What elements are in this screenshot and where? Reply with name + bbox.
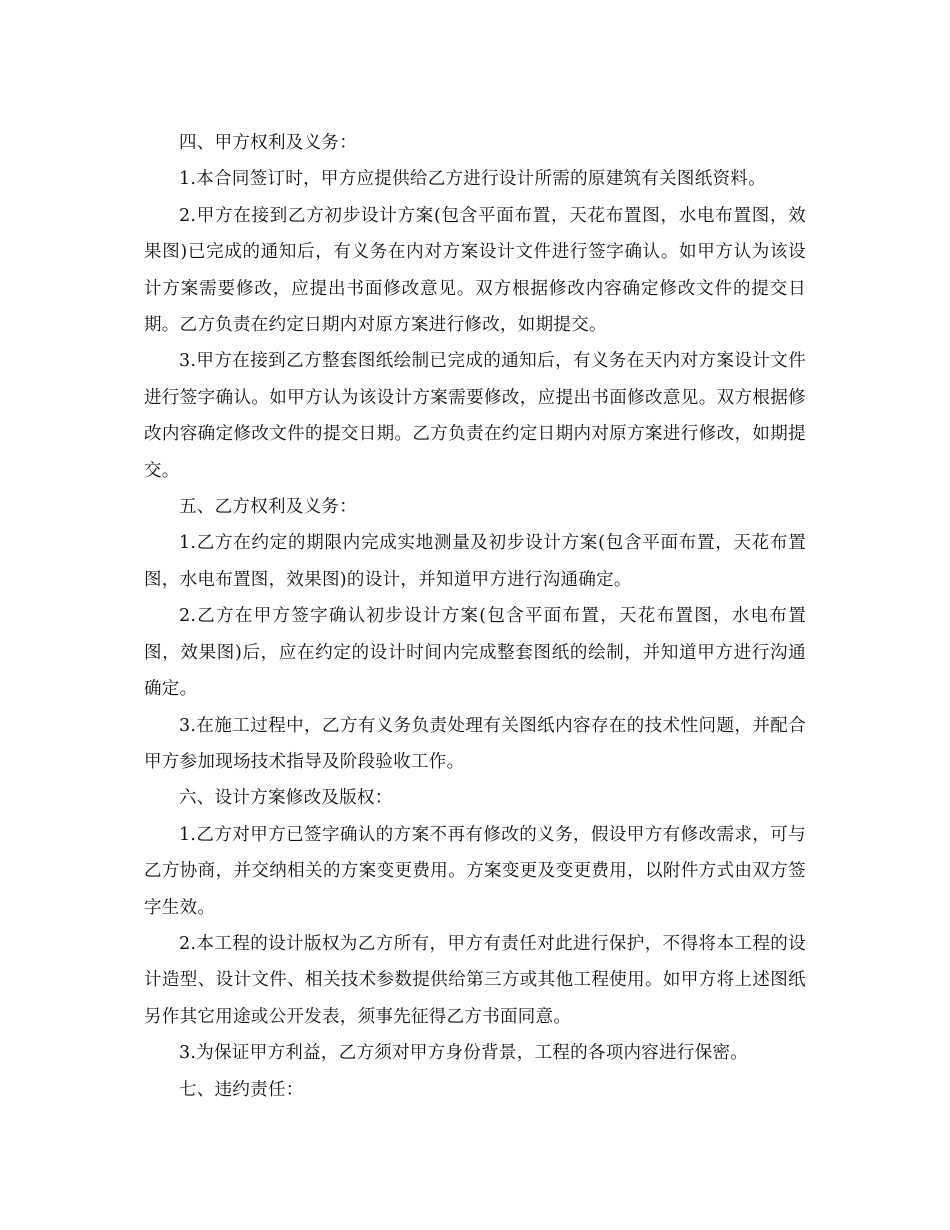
clause-b-2: 2.乙方在甲方签字确认初步设计方案(包含平面布置，天花布置图，水电布置图，效果图)后，应在约定的设计时间内完成整套图纸的绘制，并知道甲方进行沟通确定。 bbox=[144, 606, 806, 700]
section-heading-design-changes: 六、设计方案修改及版权： bbox=[179, 788, 393, 809]
clause-design-1: 1.乙方对甲方已签字确认的方案不再有修改的义务，假设甲方有修改需求，可与乙方协商，并交纳相关的方案变更费用。方案变更及变更费用，以附件方式由双方签字生效。 bbox=[144, 824, 806, 918]
clause-a-1: 1.本合同签订时，甲方应提供给乙方进行设计所需的原建筑有关图纸资料。 bbox=[179, 169, 766, 190]
section-heading-party-a-rights: 四、甲方权利及义务： bbox=[179, 133, 357, 153]
clause-a-2: 2.甲方在接到乙方初步设计方案(包含平面布置，天花布置图，水电布置图，效果图)已完成的通知后，有义务在内对方案设计文件进行签字确认。如甲方认为该设计方案需要修改，应提出书面修改意见。双方根据修改内容确定修改文件的提交日期。乙方负责在约定日期内对原方案进行修改，如期提交。 bbox=[144, 205, 806, 336]
document-page bbox=[144, 125, 806, 1108]
section-heading-breach: 七、违约责任： bbox=[179, 1079, 304, 1100]
clause-a-3: 3.甲方在接到乙方整套图纸绘制已完成的通知后，有义务在天内对方案设计文件进行签字确认。如甲方认为该设计方案需要修改，应提出书面修改意见。双方根据修改内容确定修改文件的提交日期。乙方负责在约定日期内对原方案进行修改，如期提交。 bbox=[144, 351, 806, 481]
clause-b-3: 3.在施工过程中，乙方有义务负责处理有关图纸内容存在的技术性问题，并配合甲方参加现场技术指导及阶段验收工作。 bbox=[144, 715, 806, 772]
clause-design-3: 3.为保证甲方利益，乙方须对甲方身份背景，工程的各项内容进行保密。 bbox=[179, 1043, 749, 1064]
section-heading-party-b-rights: 五、乙方权利及义务： bbox=[179, 497, 357, 518]
clause-b-1: 1.乙方在约定的期限内完成实地测量及初步设计方案(包含平面布置，天花布置图，水电布置图，效果图)的设计，并知道甲方进行沟通确定。 bbox=[144, 533, 806, 590]
clause-design-2: 2.本工程的设计版权为乙方所有，甲方有责任对此进行保护，不得将本工程的设计造型、设计文件、相关技术参数提供给第三方或其他工程使用。如甲方将上述图纸另作其它用途或公开发表，须事先征得乙方书面同意。 bbox=[144, 933, 806, 1027]
